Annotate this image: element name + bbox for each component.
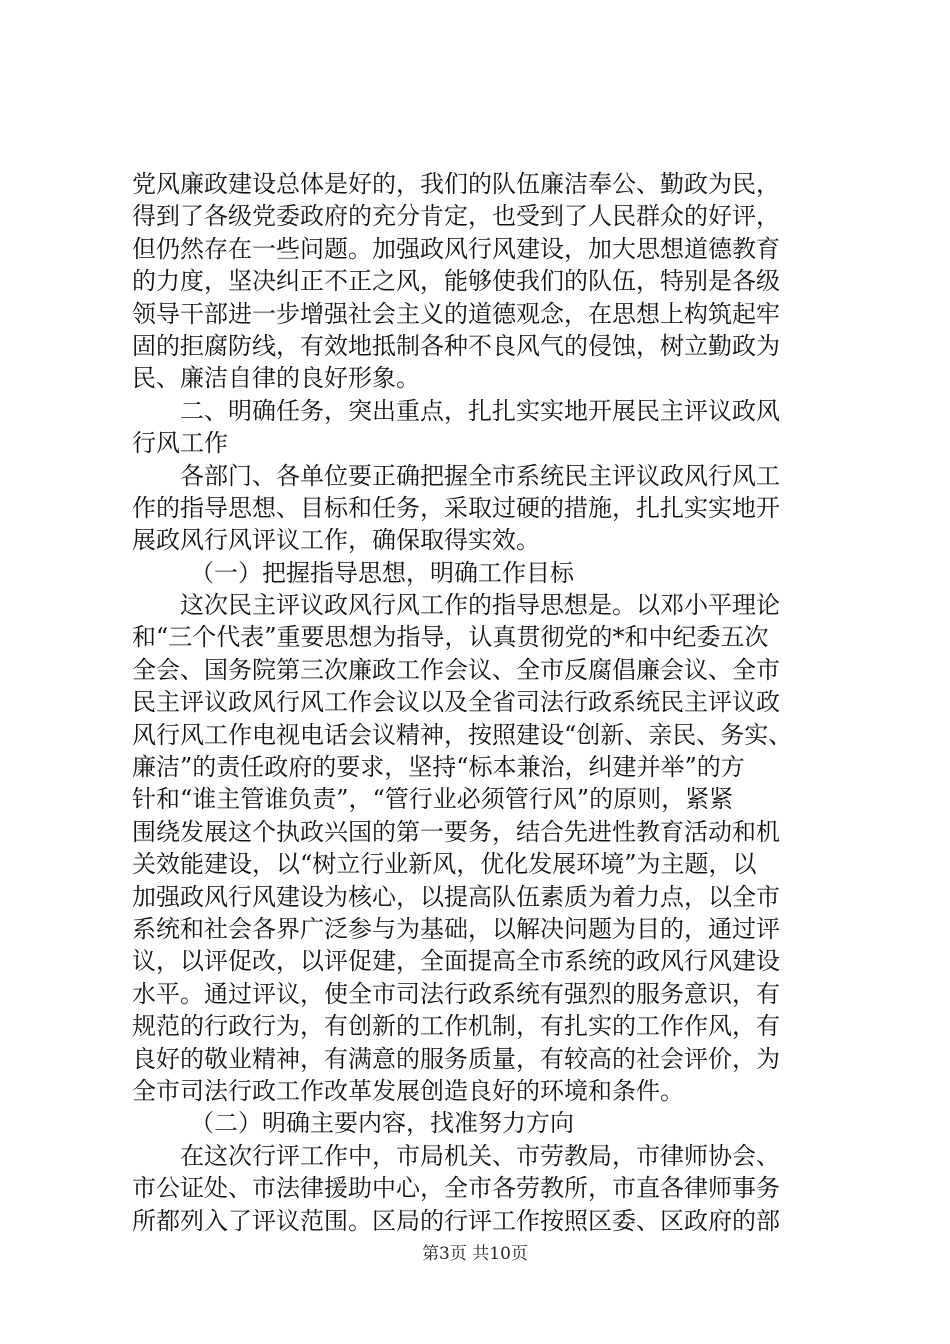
text-line: 加强政风行风建设为核心，以提高队伍素质为着力点，以全市 — [132, 882, 780, 911]
document-body — [132, 168, 832, 1237]
text-line: 所都列入了评议范围。区局的行评工作按照区委、区政府的部 — [132, 1206, 780, 1235]
text-line: 民主评议政风行风工作会议以及全省司法行政系统民主评议政 — [132, 688, 780, 717]
text-line: 的力度，坚决纠正不正之风，能够使我们的队伍，特别是各级 — [132, 267, 780, 296]
text-line: （二）明确主要内容，找准努力方向 — [190, 1109, 574, 1138]
text-line: 针和“谁主管谁负责”，“管行业必须管行风”的原则，紧紧 — [132, 785, 734, 814]
text-line: 全市司法行政工作改革发展创造良好的环境和条件。 — [132, 1076, 684, 1105]
text-line: 议，以评促改，以评促建，全面提高全市系统的政风行风建设 — [132, 947, 780, 976]
text-line: 固的拒腐防线，有效地抵制各种不良风气的侵蚀，树立勤政为 — [132, 331, 780, 360]
text-line: 和“三个代表”重要思想为指导，认真贯彻党的*和中纪委五次 — [132, 623, 769, 652]
text-line: 各部门、各单位要正确把握全市系统民主评议政风行风工 — [180, 461, 780, 490]
text-line: 行风工作 — [132, 429, 228, 458]
text-line: 廉洁”的责任政府的要求，坚持“标本兼治，纠建并举”的方 — [132, 753, 745, 782]
text-line: 规范的行政行为，有创新的工作机制，有扎实的工作作风，有 — [132, 1012, 780, 1041]
text-line: 得到了各级党委政府的充分肯定，也受到了人民群众的好评， — [132, 202, 780, 231]
page-footer: 第3页 共10页 — [422, 1244, 528, 1264]
text-line: 党风廉政建设总体是好的，我们的队伍廉洁奉公、勤政为民， — [132, 170, 780, 198]
text-line: 展政风行风评议工作，确保取得实效。 — [132, 526, 540, 555]
text-line: 良好的敬业精神，有满意的服务质量，有较高的社会评价，为 — [132, 1044, 780, 1073]
text-line: 民、廉洁自律的良好形象。 — [132, 364, 420, 393]
text-line: 这次民主评议政风行风工作的指导思想是。以邓小平理论 — [180, 591, 780, 620]
text-line: 关效能建设，以“树立行业新风，优化发展环境”为主题，以 — [132, 850, 757, 879]
text-line: 围绕发展这个执政兴国的第一要务，结合先进性教育活动和机 — [132, 817, 780, 846]
text-line: （一）把握指导思想，明确工作目标 — [190, 558, 574, 587]
text-line: 领导干部进一步增强社会主义的道德观念，在思想上构筑起牢 — [132, 299, 780, 328]
text-line: 风行风工作电视电话会议精神，按照建设“创新、亲民、务实、 — [132, 720, 793, 749]
text-line: 水平。通过评议，使全市司法行政系统有强烈的服务意识，有 — [132, 979, 780, 1008]
text-line: 作的指导思想、目标和任务，采取过硬的措施，扎扎实实地开 — [132, 493, 780, 522]
text-line: 系统和社会各界广泛参与为基础，以解决问题为目的，通过评 — [132, 914, 780, 943]
text-line: 在这次行评工作中，市局机关、市劳教局，市律师协会、 — [180, 1141, 780, 1170]
text-line: 全会、国务院第三次廉政工作会议、全市反腐倡廉会议、全市 — [132, 655, 780, 684]
text-line: 市公证处、市法律援助中心，全市各劳教所，市直各律师事务 — [132, 1174, 780, 1203]
text-line: 但仍然存在一些问题。加强政风行风建设，加大思想道德教育 — [132, 234, 780, 263]
text-line: 二、明确任务，突出重点，扎扎实实地开展民主评议政风 — [180, 396, 780, 425]
